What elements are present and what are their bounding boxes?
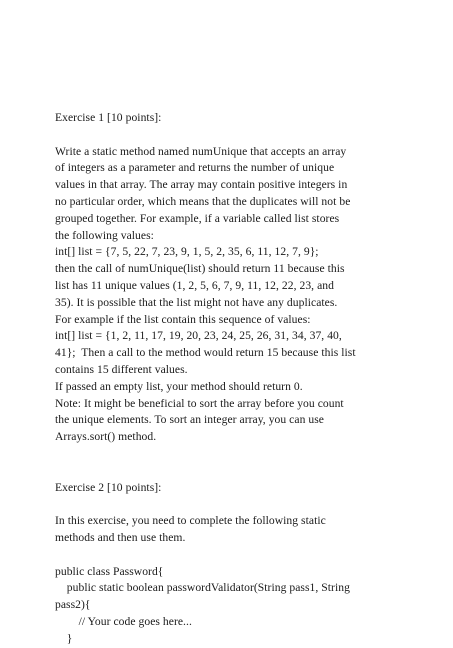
exercise-2-code-line: public static boolean passwordValidator(String pass1, String: [55, 581, 350, 595]
exercise-2-line: In this exercise, you need to complete the following static: [55, 514, 326, 528]
exercise-1-line: values in that array. The array may contain positive integers in: [55, 178, 348, 192]
exercise-2-code-line: // Your code goes here...: [55, 614, 192, 628]
exercise-2-heading: Exercise 2 [10 points]:: [55, 480, 162, 494]
spacer: [55, 496, 447, 513]
exercise-1-line: For example if the list contain this sequence of values:: [55, 312, 311, 326]
exercise-2-code-line: }: [55, 631, 73, 645]
exercise-1-line: of integers as a parameter and returns the number of unique: [55, 161, 335, 175]
exercise-1-line: Arrays.sort() method.: [55, 430, 157, 444]
exercise-1-code-line: int[] list = {7, 5, 22, 7, 23, 9, 1, 5, 2, 35, 6, 11, 12, 7, 9};: [55, 245, 319, 259]
exercise-1-line: list has 11 unique values (1, 2, 5, 6, 7, 9, 11, 12, 22, 23, and: [55, 278, 334, 292]
exercise-2-line: methods and then use them.: [55, 530, 186, 544]
exercise-1-line: 35). It is possible that the list might not have any duplicates.: [55, 295, 338, 309]
exercise-2-code-line: pass2){: [55, 598, 91, 612]
exercise-2-code-line: public class Password{: [55, 564, 164, 578]
exercise-1-line: the following values:: [55, 228, 154, 242]
exercise-1-line: then the call of numUnique(list) should return 11 because this: [55, 262, 345, 276]
document-page: [55, 110, 447, 648]
exercise-1-line: Note: It might be beneficial to sort the array before you count: [55, 396, 344, 410]
exercise-1-line: If passed an empty list, your method should return 0.: [55, 379, 303, 393]
exercise-1-line: contains 15 different values.: [55, 362, 188, 376]
exercise-1-line: Write a static method named numUnique that accepts an array: [55, 144, 347, 158]
exercise-1-heading: Exercise 1 [10 points]:: [55, 111, 162, 124]
spacer: [55, 547, 447, 564]
exercise-1-line: no particular order, which means that the duplicates will not be: [55, 194, 351, 208]
exercise-1-line: grouped together. For example, if a variable called list stores: [55, 211, 340, 225]
exercise-1-line: the unique elements. To sort an integer array, you can use: [55, 413, 324, 427]
exercise-1-code-line: int[] list = {1, 2, 11, 17, 19, 20, 23, 24, 25, 26, 31, 34, 37, 40,: [55, 329, 342, 343]
exercise-1-line: 41}; Then a call to the method would return 15 because this list: [55, 346, 356, 360]
spacer: [55, 127, 447, 144]
spacer: [55, 446, 447, 480]
